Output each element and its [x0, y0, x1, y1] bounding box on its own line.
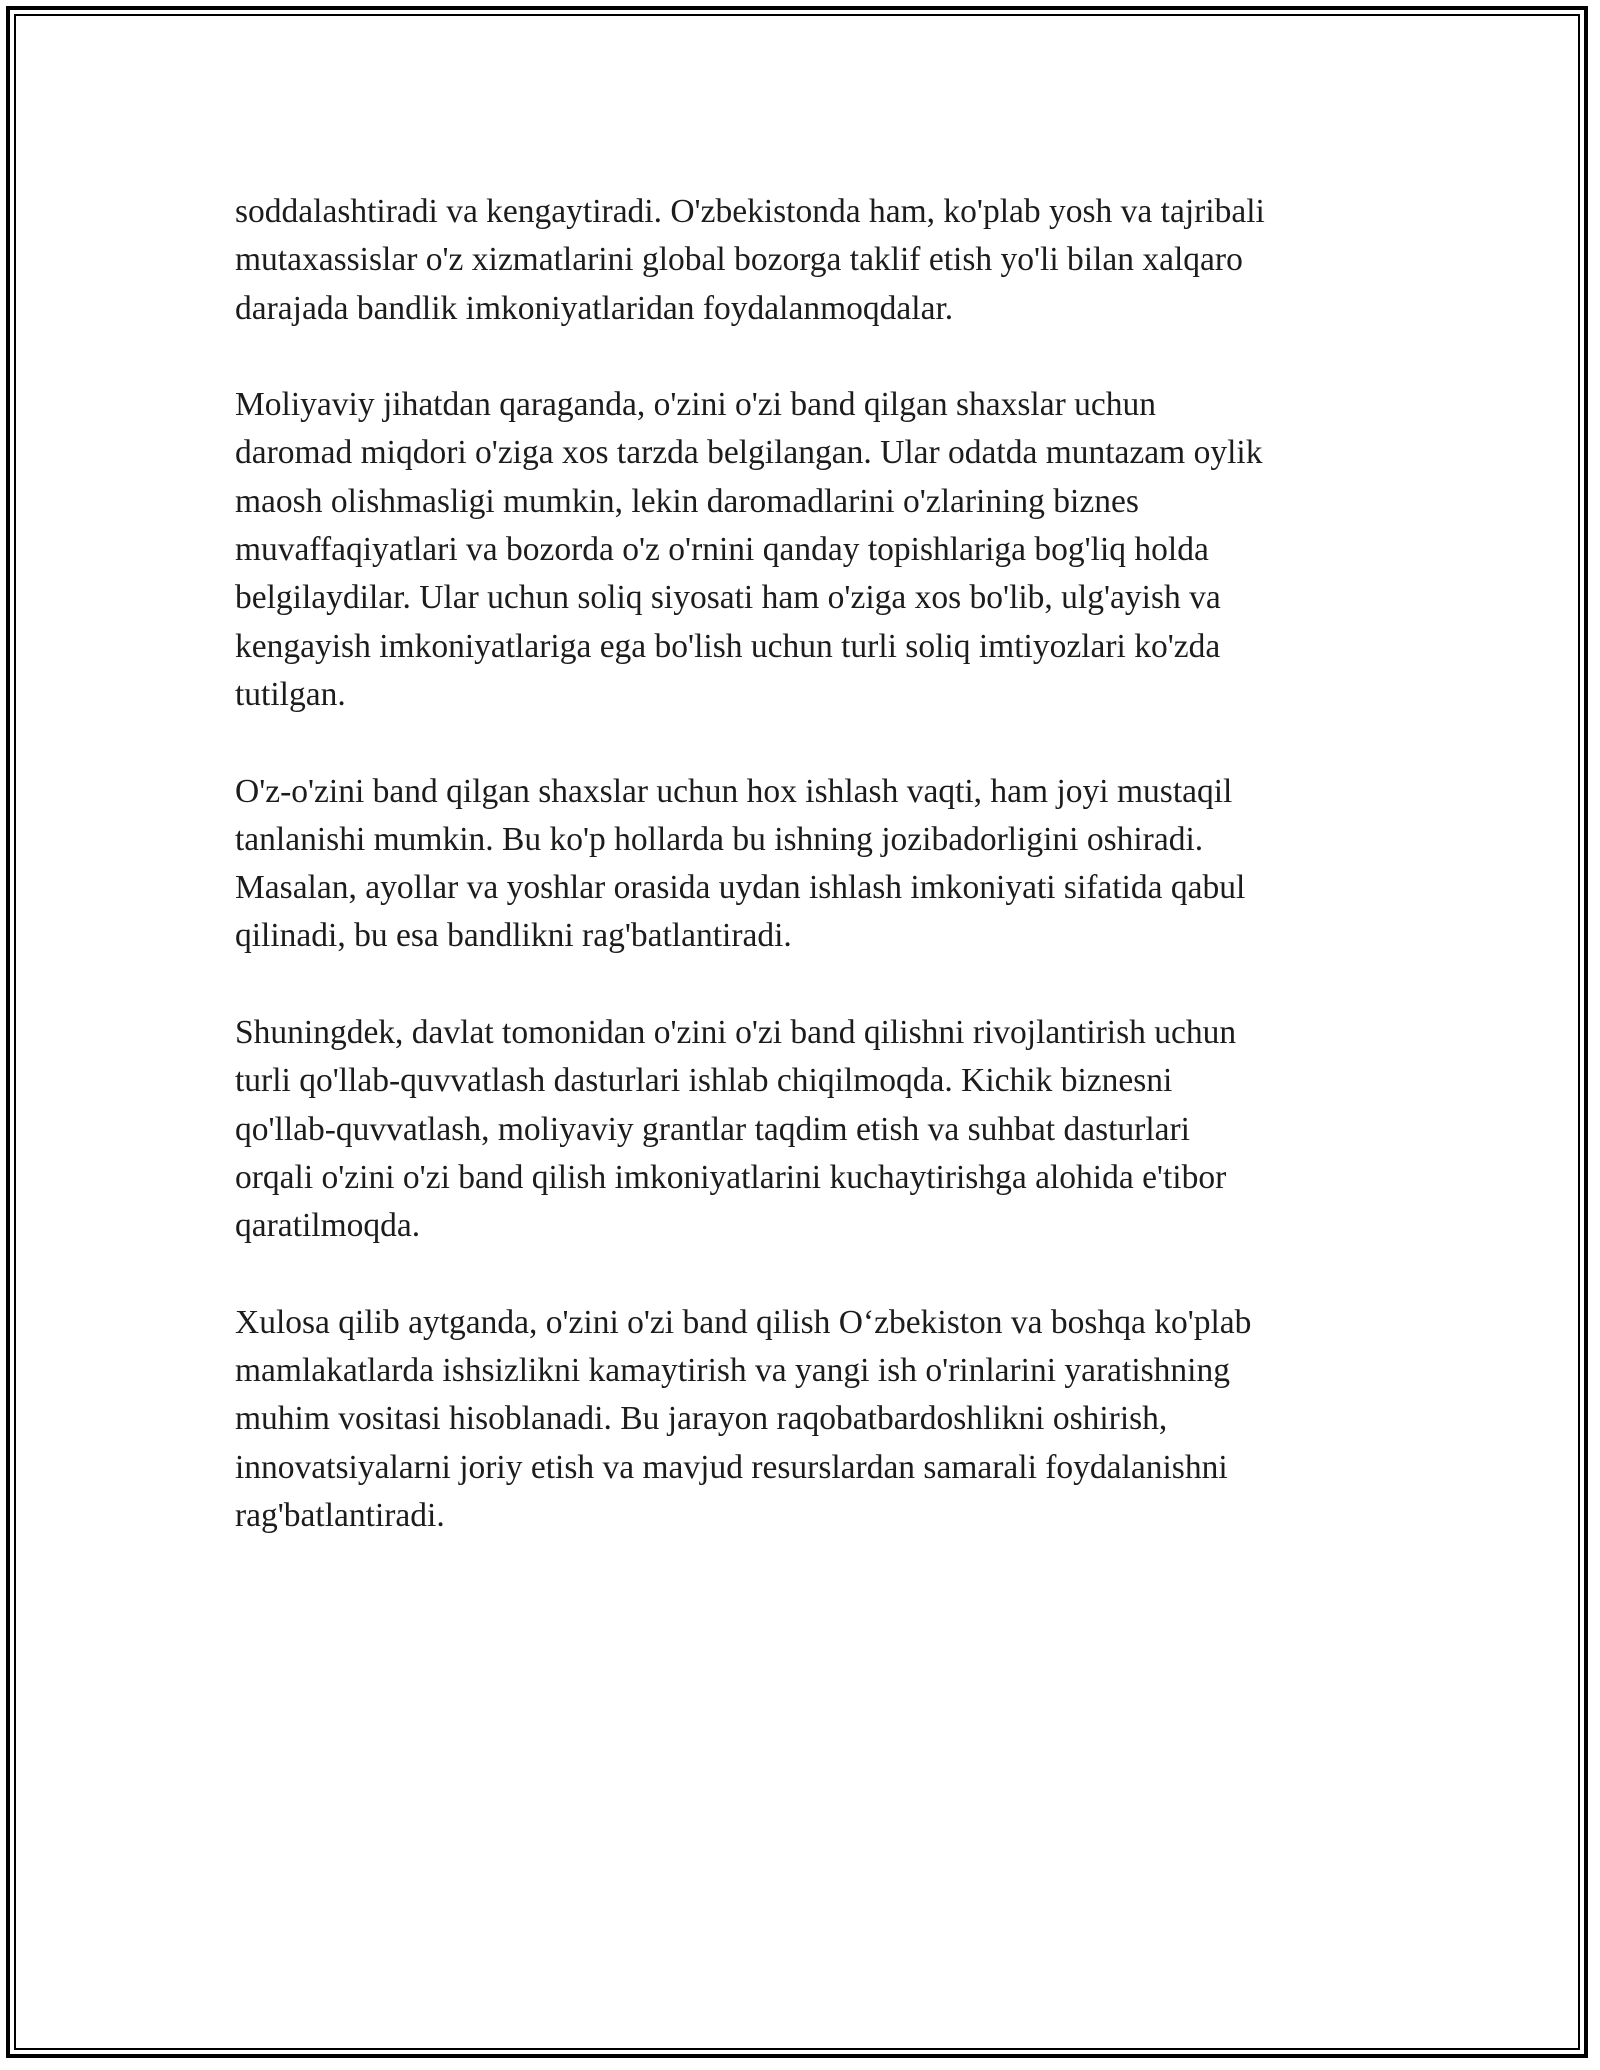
paragraph-4: Shuningdek, davlat tomonidan o'zini o'zi band qilishni rivojlantirish uchun turli qo'llab-quvvatlash dasturlari ishlab chiqilmoqda. Kichik biznesni qo'llab-quvvatlash, moliyaviy grantlar taqdim etish va suhbat dasturlari orqali o'zini o'zi band qilish imkoniyatlarini kuchaytirishga alohida e'tibor qaratilmoqda.	[235, 1014, 1237, 1245]
paragraph-1: soddalashtiradi va kengaytiradi. O'zbekistonda ham, ko'plab yosh va tajribali mutaxassislar o'z xizmatlarini global bozorga taklif etish yo'li bilan xalqaro darajada bandlik imkoniyatlaridan foydalanmoqdalar.	[235, 193, 1265, 327]
paragraph-5: Xulosa qilib aytganda, o'zini o'zi band qilish O‘zbekiston va boshqa ko'plab mamlakatlarda ishsizlikni kamaytirish va yangi ish o'rinlarini yaratishning muhim vositasi hisoblanadi. Bu jarayon raqobatbardoshlikni oshirish, innovatsiyalarni joriy etish va mavjud resurslardan samarali foydalanishni rag'batlantiradi.	[235, 1303, 1252, 1535]
paragraph-2: Moliyaviy jihatdan qaraganda, o'zini o'zi band qilgan shaxslar uchun daromad miqdori o'ziga xos tarzda belgilangan. Ular odatda muntazam oylik maosh olishmasligi mumkin, lekin daromadlarini o'zlarining biznes muvaffaqiyatlari va bozorda o'z o'rnini qanday topishlariga bog'liq holda belgilaydilar. Ular uchun soliq siyosati ham o'ziga xos bo'lib, ulg'ayish va kengayish imkoniyatlariga ega bo'lish uchun turli soliq imtiyozlari ko'zda tutilgan.	[235, 386, 1263, 713]
document-body	[235, 188, 1375, 1589]
paragraph-3: O'z-o'zini band qilgan shaxslar uchun hox ishlash vaqti, ham joyi mustaqil tanlanishi mumkin. Bu ko'p hollarda bu ishning jozibadorligini oshiradi. Masalan, ayollar va yoshlar orasida uydan ishlash imkoniyati sifatida qabul qilinadi, bu esa bandlikni rag'batlantiradi.	[235, 772, 1246, 955]
